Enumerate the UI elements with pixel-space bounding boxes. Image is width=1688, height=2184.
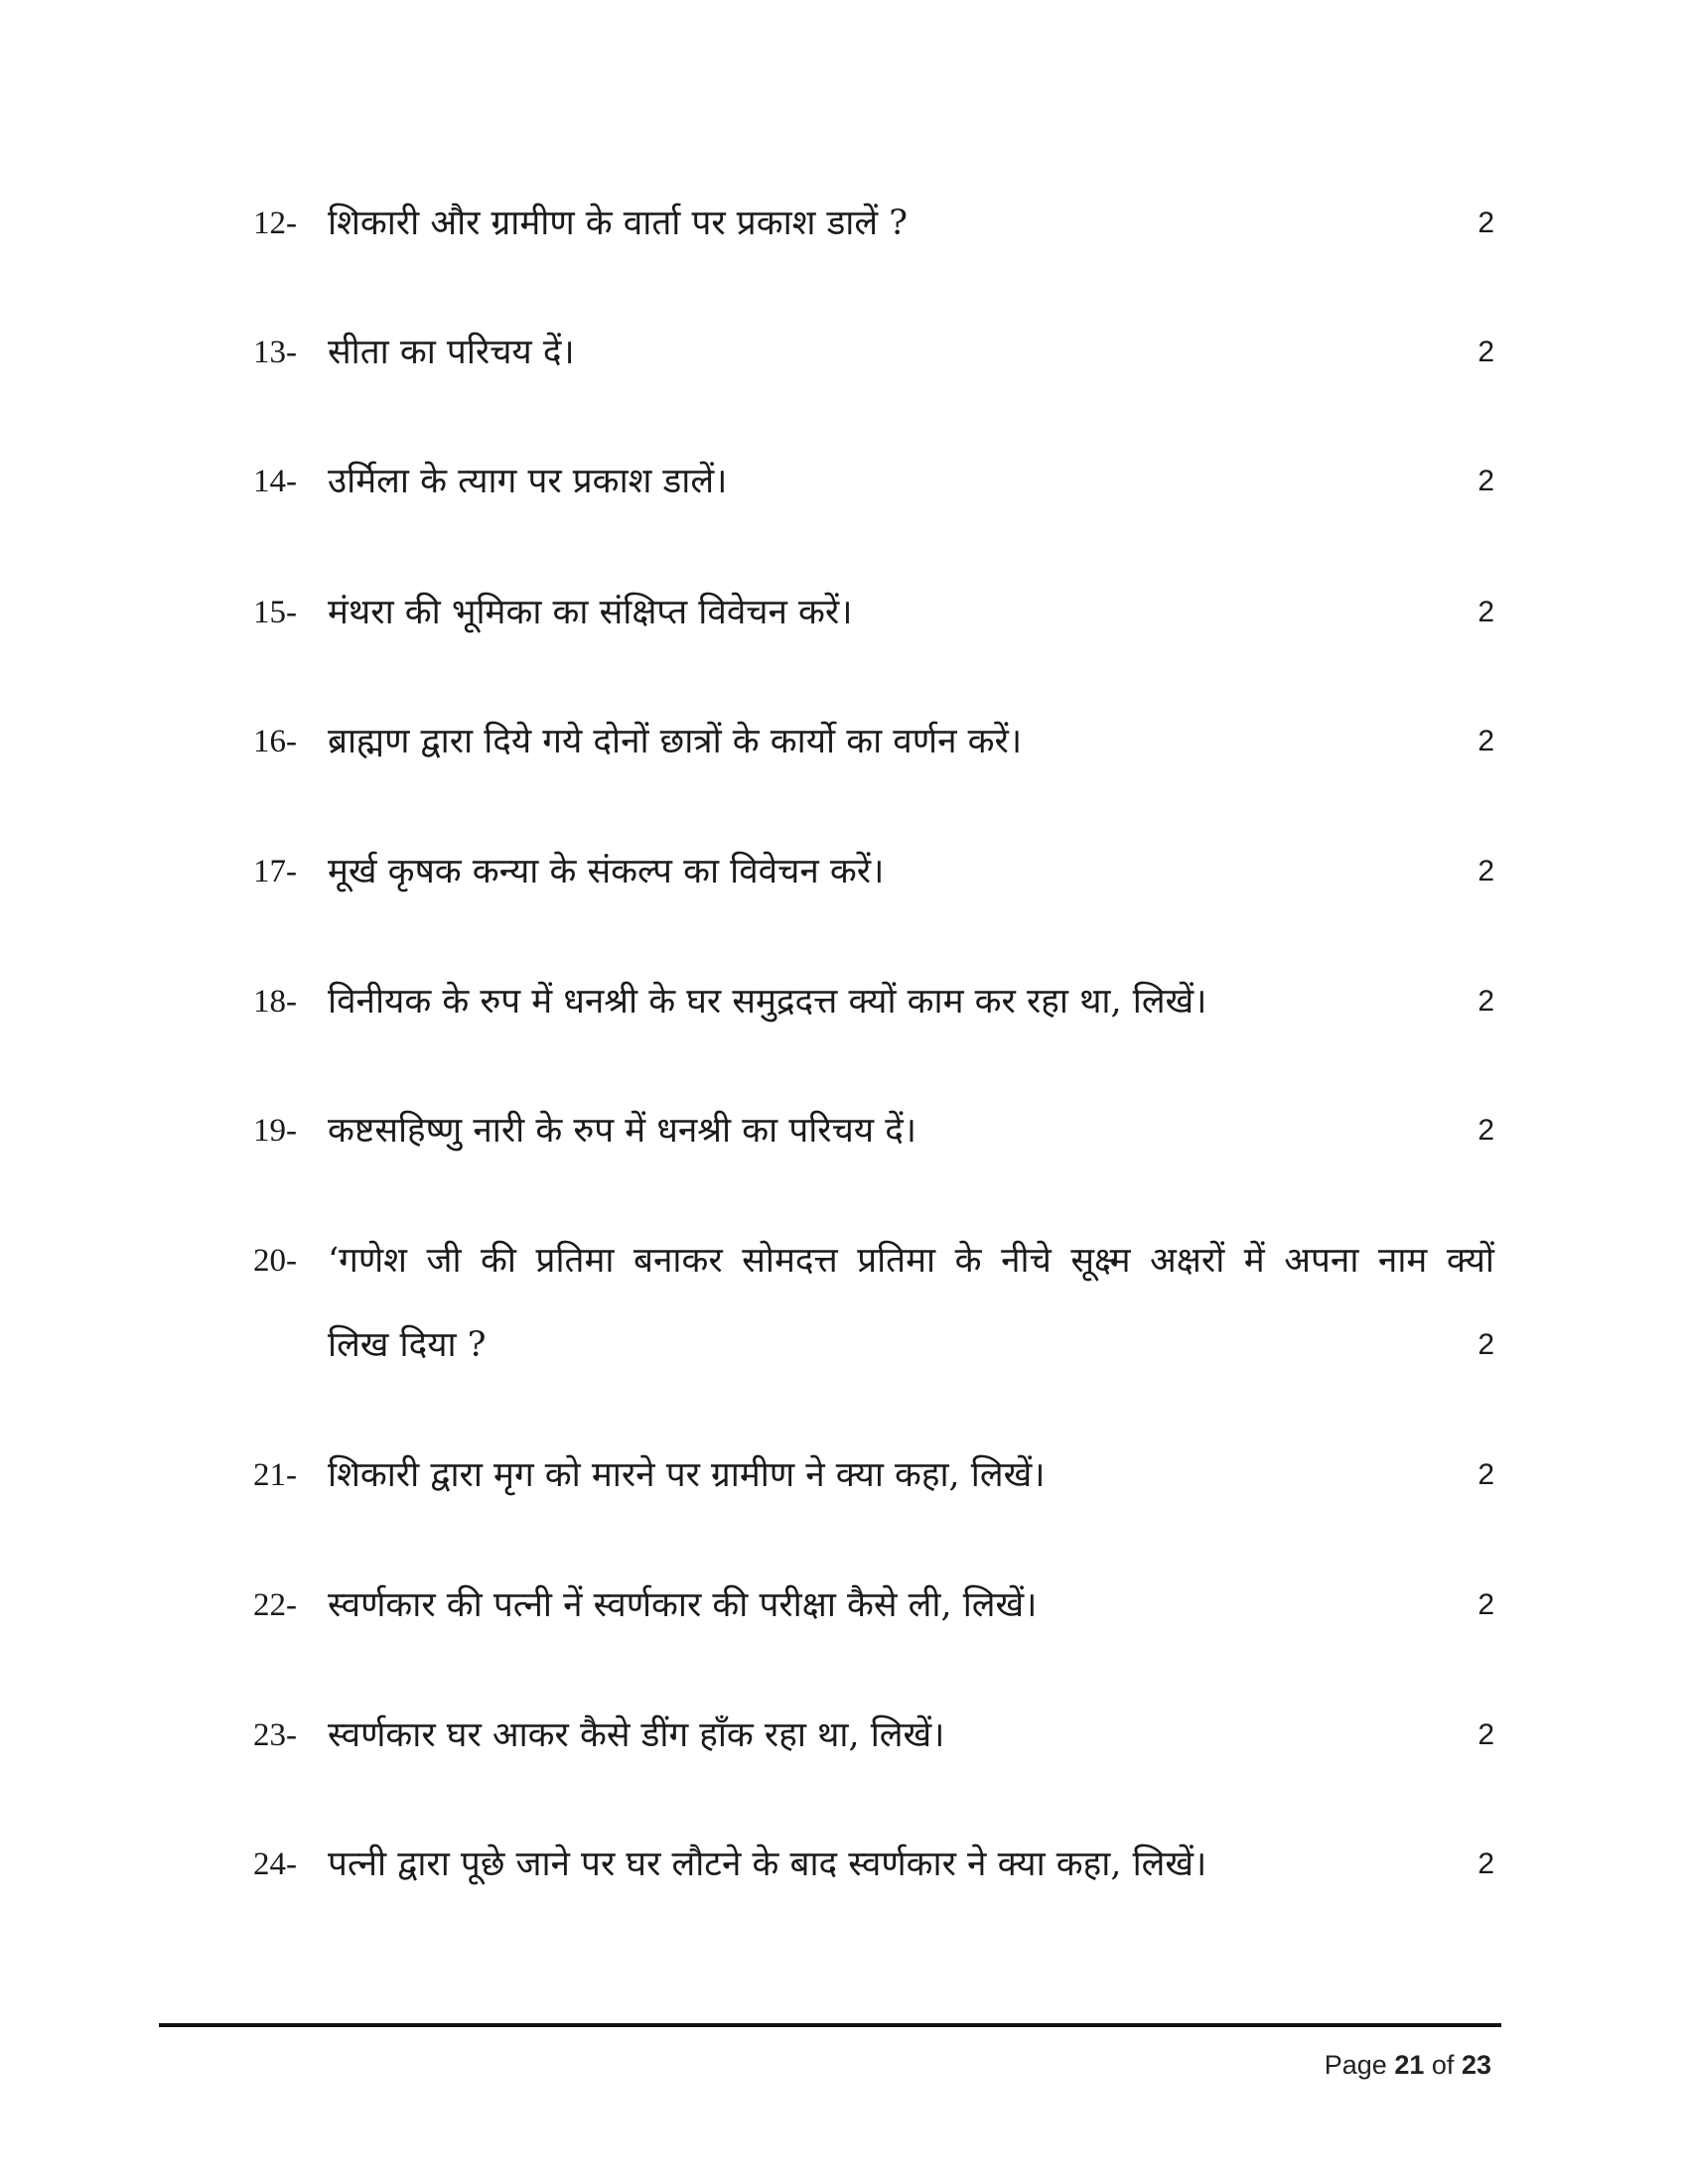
question-text: स्वर्णकार की पत्नी नें स्वर्णकार की परीक्षा कैसे ली, लिखें। — [328, 1585, 1038, 1625]
page-word: Page — [1324, 2050, 1387, 2080]
question-number: 22- — [253, 1587, 297, 1623]
question-number: 20- — [253, 1243, 297, 1279]
question-text: मंथरा की भूमिका का संक्षिप्त विवेचन करें। — [328, 593, 853, 632]
question-marks: 2 — [1477, 465, 1494, 497]
question-number: 21- — [253, 1457, 297, 1493]
question-marks: 2 — [1477, 985, 1494, 1018]
question-marks: 2 — [1477, 725, 1494, 757]
question-text: ‘गणेश जी की प्रतिमा बनाकर सोमदत्त प्रतिमा के नीचे सूक्ष्म अक्षरों में अपना नाम क्यों — [328, 1241, 1494, 1281]
question-number: 17- — [253, 854, 297, 889]
question-number: 12- — [253, 205, 297, 241]
question-text: मूर्ख कृषक कन्या के संकल्प का विवेचन करें। — [328, 852, 885, 891]
question-marks: 2 — [1477, 336, 1494, 368]
footer-divider — [159, 2023, 1501, 2027]
question-text: उर्मिला के त्याग पर प्रकाश डालें। — [328, 462, 728, 501]
current-page-number: 21 — [1394, 2050, 1425, 2080]
question-text: कष्टसहिष्णु नारी के रुप में धनश्री का परिचय दें। — [328, 1111, 917, 1151]
question-number: 24- — [253, 1846, 297, 1882]
question-marks: 2 — [1477, 1458, 1494, 1491]
question-text: स्वर्णकार घर आकर कैसे डींग हाँक रहा था, लिखें। — [328, 1715, 945, 1755]
page-number-footer — [1325, 2050, 1491, 2081]
question-number: 15- — [253, 595, 297, 630]
question-number: 23- — [253, 1717, 297, 1753]
question-number: 19- — [253, 1113, 297, 1149]
question-number: 14- — [253, 464, 297, 499]
of-word: of — [1431, 2050, 1455, 2080]
question-text: ब्राह्मण द्वारा दिये गये दोनों छात्रों के कार्यो का वर्णन करें। — [328, 722, 1023, 761]
question-text: सीता का परिचय दें। — [328, 333, 575, 372]
question-text: पत्नी द्वारा पूछे जाने पर घर लौटने के बाद स्वर्णकार ने क्या कहा, लिखें। — [328, 1844, 1207, 1884]
question-marks: 2 — [1477, 1847, 1494, 1880]
question-marks: 2 — [1477, 1328, 1494, 1361]
question-marks: 2 — [1477, 1718, 1494, 1751]
question-marks: 2 — [1477, 855, 1494, 887]
question-text: शिकारी और ग्रामीण के वार्ता पर प्रकाश डालें ? — [328, 204, 908, 243]
total-page-count: 23 — [1461, 2050, 1491, 2080]
question-marks: 2 — [1477, 596, 1494, 628]
question-text: शिकारी द्वारा मृग को मारने पर ग्रामीण ने क्या कहा, लिखें। — [328, 1455, 1046, 1495]
question-marks: 2 — [1477, 206, 1494, 239]
question-number: 13- — [253, 335, 297, 370]
question-number: 18- — [253, 984, 297, 1020]
question-marks: 2 — [1477, 1588, 1494, 1621]
question-number: 16- — [253, 724, 297, 759]
question-text-continuation: लिख दिया ? — [328, 1325, 487, 1365]
question-marks: 2 — [1477, 1114, 1494, 1147]
question-text: विनीयक के रुप में धनश्री के घर समुद्रदत्त क्यों काम कर रहा था, लिखें। — [328, 982, 1207, 1022]
